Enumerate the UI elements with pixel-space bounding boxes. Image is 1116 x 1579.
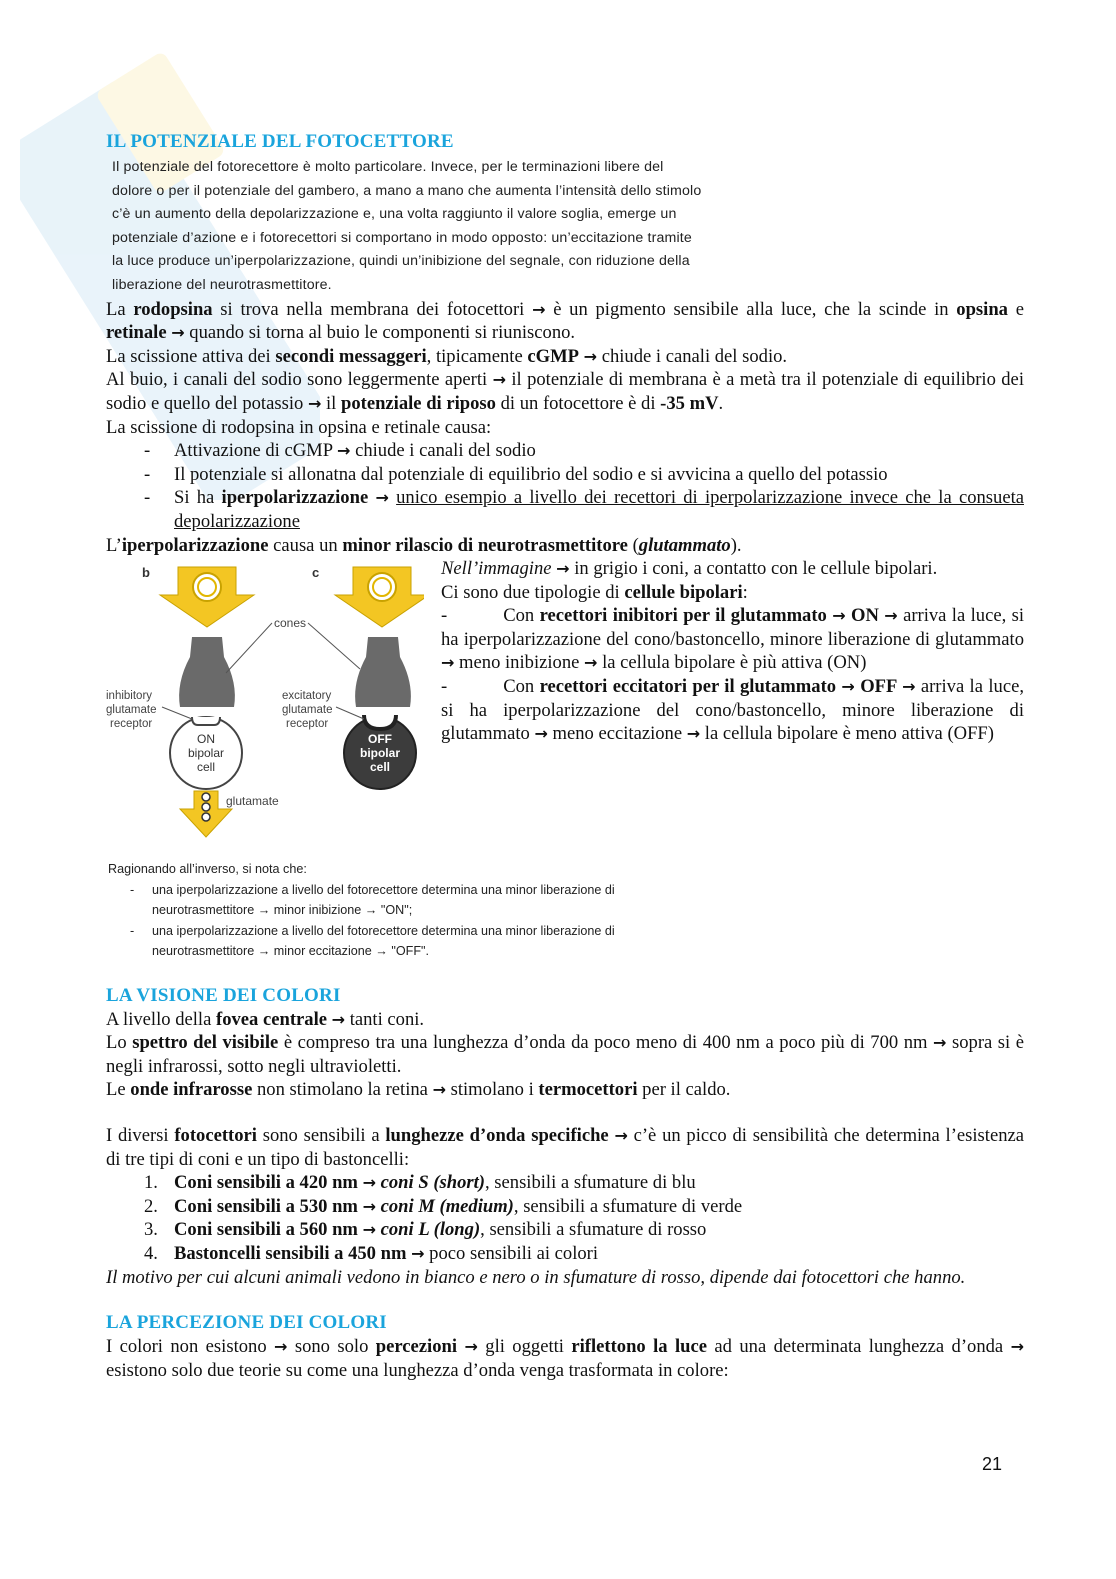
list-item: 1. Coni sensibili a 420 nm → coni S (short), sensibili a sfumature di blu: [144, 1172, 696, 1194]
bipolar-cells-figure: [106, 557, 424, 847]
paragraph-scissione: La scissione di rodopsina in opsina e retinale causa:: [106, 416, 492, 438]
paragraph-fovea: A livello della fovea centrale → tanti coni.: [106, 1008, 425, 1030]
arrow-right-icon: →: [841, 677, 855, 697]
list-item: 4. Bastoncelli sensibili a 450 nm → poco sensibili ai colori: [144, 1242, 599, 1264]
arrow-right-icon: →: [171, 323, 185, 343]
paragraph-immagine: Nell’immagine → in grigio i coni, a contatto con le cellule bipolari.: [441, 558, 938, 580]
scan-line: potenziale d’azione e i fotorecettori si comportano in modo opposto: un’eccitazione tramite: [112, 229, 692, 246]
scan-line: neurotrasmettitore → minor inibizione → "ON";: [152, 903, 413, 918]
arrow-right-icon: →: [1010, 1337, 1024, 1357]
section-title-fotocettore: IL POTENZIALE DEL FOTOCETTORE: [106, 131, 454, 152]
arrow-right-icon: →: [556, 559, 570, 579]
document-page: [106, 130, 1024, 1382]
list-effetti: [106, 439, 1024, 533]
arrow-right-icon: →: [274, 1337, 288, 1357]
section-title-visione: LA VISIONE DEI COLORI: [106, 984, 341, 1006]
figure-row: [106, 557, 1024, 847]
arrow-right-icon: →: [884, 606, 898, 626]
scanned-excerpt-inverso: [108, 859, 668, 962]
scan-line: Il potenziale del fotorecettore è molto particolare. Invece, per le terminazioni libere del: [112, 159, 664, 175]
arrow-right-icon: →: [432, 1080, 446, 1100]
excitatory-label: receptor: [286, 718, 329, 731]
list-item: - Si ha iperpolarizzazione → unico esempio a livello dei recettori di iperpolarizzazione invece che la consueta depolarizzazione: [144, 486, 1024, 533]
paragraph-tipologie: Ci sono due tipologie di cellule bipolari:: [441, 581, 748, 603]
paragraph-percezione: I colori non esistono → sono solo percezioni → gli oggetti riflettono la luce ad una determinata lunghezza d’onda → esistono solo due teorie su come una lunghezza d’onda venga trasformata in colore:: [106, 1336, 1024, 1381]
arrow-right-icon: →: [362, 1220, 376, 1240]
label-b: b: [142, 565, 150, 581]
arrow-right-icon: →: [902, 677, 916, 697]
arrow-right-icon: →: [464, 1337, 478, 1357]
scan-line: neurotrasmettitore → minor eccitazione → "OFF".: [152, 944, 429, 959]
arrow-right-icon: →: [492, 370, 506, 390]
arrow-right-icon: →: [337, 441, 351, 461]
arrow-right-icon: →: [441, 653, 455, 673]
paragraph-rodopsina: La rodopsina si trova nella membrana dei fotocettori → è un pigmento sensibile alla luce, che la scinde in opsina e retinale → quando si torna al buio le componenti si riuniscono.: [106, 298, 1024, 344]
arrow-right-icon: →: [686, 724, 701, 744]
arrow-right-icon: →: [614, 1125, 628, 1145]
excitatory-label: glutamate: [282, 704, 333, 717]
on-cell-label: cell: [196, 760, 216, 775]
arrow-right-icon: →: [362, 1196, 376, 1216]
list-coni: [106, 1171, 1024, 1265]
page-number: 21: [981, 1454, 1002, 1474]
paragraph-iperpolarizzazione: L’iperpolarizzazione causa un minor rilascio di neurotrasmettitore (glutammato).: [106, 534, 742, 556]
list-item: - Attivazione di cGMP → chiude i canali del sodio: [144, 439, 1024, 463]
scan-line: dolore o per il potenziale del gambero, a mano a mano che aumenta l’intensità dello stimolo: [112, 182, 702, 199]
arrow-right-icon: →: [832, 606, 846, 626]
scan-line: - una iperpolarizzazione a livello del fotorecettore determina una minor liberazione di: [130, 882, 615, 897]
glutamate-arrow: [180, 791, 232, 837]
on-cell-label: bipolar: [187, 746, 225, 761]
glutamate-label: glutamate: [226, 794, 279, 809]
arrow-right-icon: →: [532, 299, 546, 319]
inhibitory-label: inhibitory: [106, 690, 153, 703]
arrow-right-icon: →: [307, 393, 322, 413]
scan-line: Ragionando all’inverso, si nota che:: [108, 862, 307, 877]
paragraph-buio: Al buio, i canali del sodio sono leggermente aperti → il potenziale di membrana è a metà tra il potenziale di equilibrio dei sodio e quello del potassio → il potenziale di riposo di un fotocettore è di -35 mV.: [106, 369, 1024, 414]
scanned-excerpt: [106, 156, 752, 298]
paragraph-nota: Il motivo per cui alcuni animali vedono in bianco e nero o in sfumature di rosso, dipende dai fotocettori che hanno.: [106, 1266, 966, 1288]
arrow-right-icon: →: [362, 1173, 376, 1193]
off-cell-label: OFF: [368, 732, 392, 747]
list-item: - Il potenziale si allonatna dal potenziale di equilibrio del sodio e si avvicina a quello del potassio: [144, 463, 1024, 487]
arrow-right-icon: →: [331, 1009, 346, 1029]
inhibitory-label: glutamate: [106, 704, 157, 717]
label-c: c: [312, 565, 320, 581]
paragraph-on: - Con recettori inibitori per il glutammato → ON → arriva la luce, si ha iperpolarizzazione del cono/bastoncello, minore liberazione di glutammato → meno inibizione → la cellula bipolare è più attiva (ON): [441, 605, 1024, 674]
paragraph-secondi-messaggeri: La scissione attiva dei secondi messaggeri, tipicamente cGMP → chiude i canali del sodio.: [106, 345, 788, 367]
arrow-right-icon: →: [933, 1033, 947, 1053]
list-item: 2. Coni sensibili a 530 nm → coni M (medium), sensibili a sfumature di verde: [144, 1195, 743, 1217]
arrow-right-icon: →: [583, 346, 598, 366]
paragraph-fotocettori: I diversi fotocettori sono sensibili a lunghezze d’onda specifiche → c’è un picco di sensibilità che determina l’esistenza di tre tipi di coni e un tipo di bastoncelli:: [106, 1124, 1024, 1170]
list-item: 3. Coni sensibili a 560 nm → coni L (long), sensibili a sfumature di rosso: [144, 1219, 707, 1241]
scan-line: liberazione del neurotrasmettitore.: [112, 276, 332, 293]
arrow-right-icon: →: [534, 724, 548, 744]
inhibitory-label: receptor: [110, 718, 153, 731]
off-cell-label: cell: [369, 760, 391, 775]
figure-description: [424, 557, 1024, 847]
paragraph-infrarosse: Le onde infrarosse non stimolano la retina → stimolano i termocettori per il caldo.: [106, 1079, 731, 1101]
arrow-right-icon: →: [411, 1243, 425, 1263]
scan-line: c’è un aumento della depolarizzazione e, una volta raggiunto il valore soglia, emerge un: [112, 206, 677, 223]
paragraph-off: - Con recettori eccitatori per il glutammato → OFF → arriva la luce, si ha iperpolarizzazione del cono/bastoncello, minore liberazione di glutammato → meno eccitazione → la cellula bipolare è meno attiva (OFF): [441, 676, 1024, 745]
section-title-percezione: LA PERCEZIONE DEI COLORI: [106, 1312, 387, 1334]
arrow-right-icon: →: [584, 653, 598, 673]
cone-right: [355, 637, 411, 707]
on-cell-label: ON: [197, 732, 215, 747]
excitatory-label: excitatory: [282, 690, 332, 703]
scan-line: la luce produce un’iperpolarizzazione, quindi un’inibizione del segnale, con riduzione della: [112, 253, 690, 270]
light-arrow-left: [160, 567, 254, 627]
cones-label: cones: [274, 616, 307, 631]
light-arrow-right: [335, 567, 424, 627]
scan-line: - una iperpolarizzazione a livello del fotorecettore determina una minor liberazione di: [130, 923, 615, 938]
paragraph-spettro: Lo spettro del visibile è compreso tra una lunghezza d’onda da poco meno di 400 nm a poco più di 700 nm → sopra si è negli infrarossi, sotto negli ultravioletti.: [106, 1032, 1025, 1077]
off-cell-label: bipolar: [359, 746, 401, 761]
arrow-right-icon: →: [375, 488, 389, 508]
bipolar-diagram: [106, 557, 424, 847]
